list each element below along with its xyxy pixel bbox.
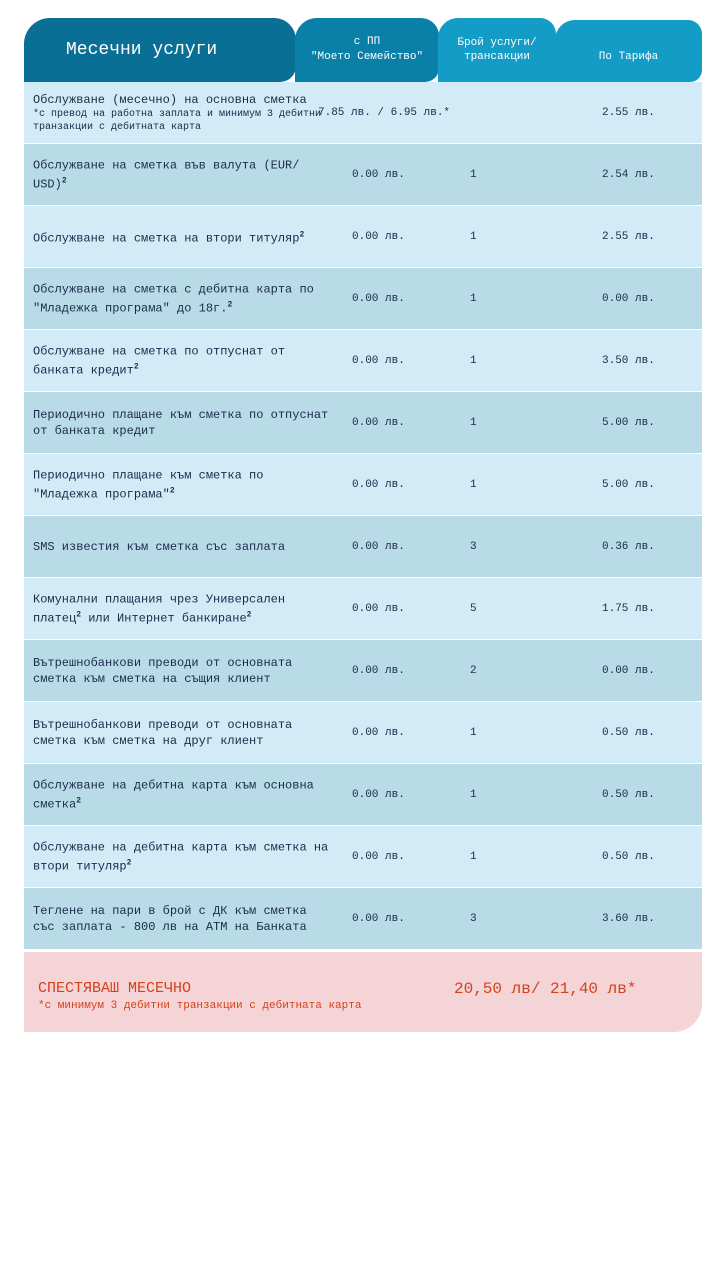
header-count-line1: Брой услуги/ [457, 37, 537, 49]
table-row [24, 392, 702, 454]
footnote-mark: 2 [299, 230, 305, 239]
header-count-line2: трансакции [463, 51, 530, 63]
table-row [24, 888, 702, 950]
service-count: 1 [470, 788, 477, 801]
table-row [24, 206, 702, 268]
tariff-price: 0.50 лв. [602, 788, 655, 801]
service-count: 1 [470, 416, 477, 429]
footnote-mark: 2 [227, 300, 233, 309]
package-price: 0.00 лв. [352, 850, 405, 863]
tariff-price: 0.00 лв. [602, 292, 655, 305]
table-row [24, 764, 702, 826]
package-price: 0.00 лв. [352, 354, 405, 367]
service-count: 1 [470, 230, 477, 243]
footnote-mark: 2 [61, 176, 67, 185]
header-title: Месечни услуги [24, 18, 296, 82]
table-row [24, 826, 702, 888]
package-price: 0.00 лв. [352, 230, 405, 243]
footnote-mark: 2 [169, 486, 175, 495]
header-package [295, 18, 439, 82]
footnote-mark: 2 [133, 362, 139, 371]
savings-summary [24, 952, 702, 1032]
footnote-mark: 2 [76, 796, 82, 805]
table-row [24, 82, 702, 144]
tariff-price: 2.55 лв. [602, 106, 655, 119]
service-name: Обслужване на сметка с дебитна карта по "Младежка програма" до 18г.$^2$ [33, 282, 314, 315]
package-price: 0.00 лв. [352, 168, 405, 181]
service-name: Вътрешнобанкови преводи от основната сметка към сметка на същия клиент [33, 655, 293, 686]
savings-note: *с минимум 3 дебитни транзакции с дебитната карта [38, 1000, 362, 1012]
tariff-price: 3.50 лв. [602, 354, 655, 367]
table-row [24, 454, 702, 516]
table-row [24, 702, 702, 764]
tariff-price: 2.54 лв. [602, 168, 655, 181]
package-price: 0.00 лв. [352, 292, 405, 305]
header-package-line1: с ПП [353, 36, 381, 48]
package-price: 7.85 лв. / 6.95 лв.* [318, 106, 451, 119]
table-row [24, 268, 702, 330]
table-row [24, 516, 702, 578]
tariff-price: 0.50 лв. [602, 726, 655, 739]
table-body [24, 82, 702, 950]
tariff-price: 3.60 лв. [602, 912, 655, 925]
tariff-price: 5.00 лв. [602, 416, 655, 429]
service-count: 5 [470, 602, 477, 615]
table-row [24, 330, 702, 392]
service-count: 1 [470, 850, 477, 863]
service-count: 1 [470, 354, 477, 367]
service-name: Обслужване на дебитна карта към сметка на втори титуляр$^2$ [33, 840, 329, 873]
package-price: 0.00 лв. [352, 540, 405, 553]
package-price: 0.00 лв. [352, 664, 405, 677]
footnote-mark: 2 [126, 858, 132, 867]
footnote-mark: 2 [246, 610, 252, 619]
service-count: 3 [470, 912, 477, 925]
service-name: Периодично плащане към сметка по отпуснат от банката кредит [33, 407, 329, 438]
tariff-price: 2.55 лв. [602, 230, 655, 243]
service-name: Комунални плащания чрез Универсален платец$^2$ или Интернет банкиране$^2$ [33, 592, 286, 625]
savings-value: 20,50 лв/ 21,40 лв* [454, 980, 637, 998]
header-count [438, 18, 556, 82]
package-price: 0.00 лв. [352, 478, 405, 491]
header-package-line2: "Моето Семейство" [310, 51, 424, 63]
package-price: 0.00 лв. [352, 912, 405, 925]
service-count: 3 [470, 540, 477, 553]
package-price: 0.00 лв. [352, 416, 405, 429]
service-count: 2 [470, 664, 477, 677]
service-note: *с превод на работна заплата и минимум 3 дебитни транзакции с дебитната карта [33, 108, 322, 133]
tariff-price: 0.00 лв. [602, 664, 655, 677]
service-name: SMS известия към сметка със заплата [33, 539, 286, 554]
tariff-price: 0.36 лв. [602, 540, 655, 553]
service-count: 1 [470, 168, 477, 181]
table-row [24, 578, 702, 640]
package-price: 0.00 лв. [352, 788, 405, 801]
services-table [24, 18, 702, 950]
tariff-price: 1.75 лв. [602, 602, 655, 615]
service-name: Периодично плащане към сметка по "Младежка програма"$^2$ [33, 468, 264, 501]
service-name: Обслужване на сметка на втори титуляр$^2$ [33, 230, 305, 245]
service-name: Теглене на пари в брой с ДК към сметка със заплата - 800 лв на АТМ на Банката [33, 903, 307, 934]
service-name: Вътрешнобанкови преводи от основната сметка към сметка на друг клиент [33, 717, 293, 748]
service-count: 1 [470, 726, 477, 739]
service-count: 1 [470, 478, 477, 491]
service-name: Обслужване (месечно) на основна сметка *с превод на работна заплата и минимум 3 дебитни транзакции с дебитната карта [33, 92, 333, 134]
table-row [24, 144, 702, 206]
header-tariff: По Тарифа [555, 20, 702, 82]
service-count: 1 [470, 292, 477, 305]
footnote-mark: 2 [76, 610, 82, 619]
package-price: 0.00 лв. [352, 726, 405, 739]
package-price: 0.00 лв. [352, 602, 405, 615]
service-name: Обслужване на дебитна карта към основна сметка$^2$ [33, 778, 314, 811]
tariff-price: 5.00 лв. [602, 478, 655, 491]
savings-label: СПЕСТЯВАШ МЕСЕЧНО [38, 980, 192, 997]
service-name: Обслужване на сметка по отпуснат от банката кредит$^2$ [33, 344, 286, 377]
table-row [24, 640, 702, 702]
tariff-price: 0.50 лв. [602, 850, 655, 863]
service-name: Обслужване на сметка във валута (EUR/ USD)$^2$ [33, 158, 300, 191]
table-header [24, 18, 702, 82]
